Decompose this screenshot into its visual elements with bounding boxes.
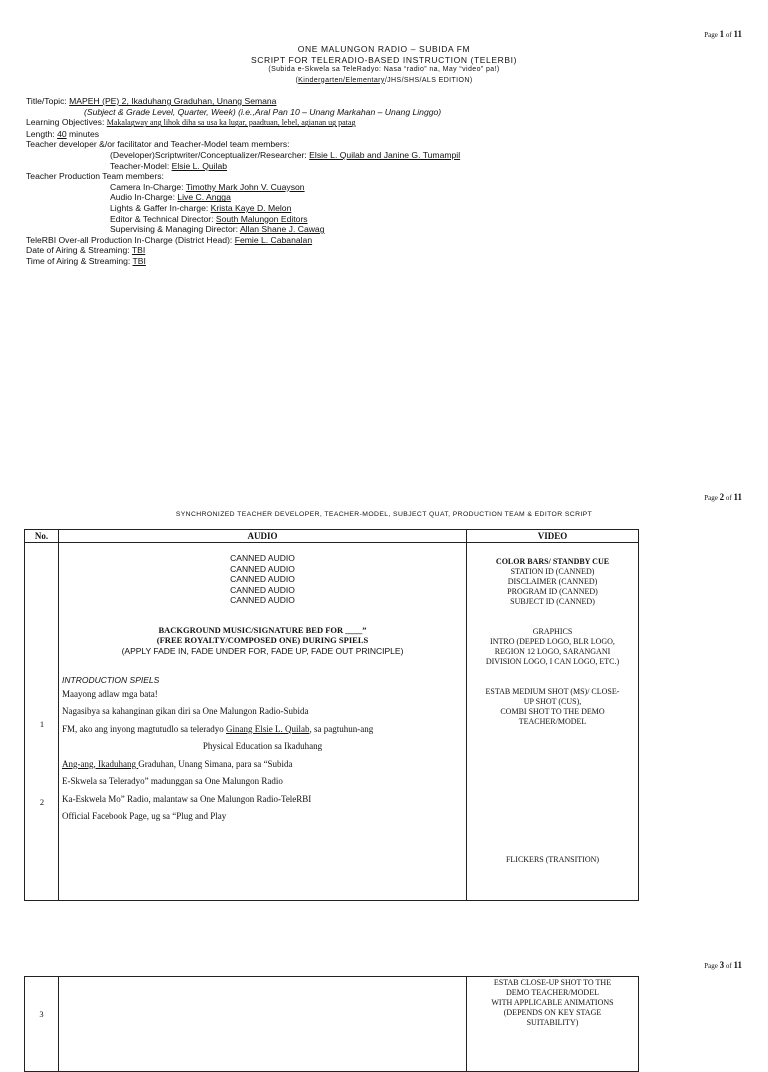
meta-team: Teacher developer &/or facilitator and Teacher-Model team members: bbox=[26, 139, 290, 150]
video-line: UP SHOT (CUS), bbox=[523, 697, 582, 706]
meta-developer-label: (Developer)Scriptwriter/Conceptualizer/Researcher: bbox=[110, 149, 310, 160]
list-item: CANNED AUDIO bbox=[230, 584, 295, 595]
spiel-line: Official Facebook Page, ug sa “Plug and Play bbox=[62, 811, 227, 821]
header-tagline: (Subida e-Skwela sa TeleRadyo: Nasa “radio” na, May “video” pa!) bbox=[268, 66, 500, 73]
video-line: ESTAB CLOSE-UP SHOT TO THE bbox=[493, 978, 612, 987]
audio-cell bbox=[59, 977, 467, 1072]
meta-model-label: Teacher-Model: bbox=[110, 160, 172, 171]
page-current: 1 bbox=[719, 29, 725, 39]
meta-developer bbox=[26, 150, 746, 161]
table-header-row bbox=[25, 530, 639, 543]
meta-title-label: Title/Topic: bbox=[26, 96, 70, 106]
video-line: INTRO (DEPED LOGO, BLR LOGO, bbox=[490, 637, 615, 646]
col-header-audio: AUDIO bbox=[59, 530, 467, 543]
video-line: SUITABILITY) bbox=[526, 1018, 579, 1027]
row-number-1: 1 bbox=[39, 719, 45, 729]
canned-audio-list bbox=[62, 553, 463, 606]
header-station: ONE MALUNGON RADIO – SUBIDA FM bbox=[297, 44, 471, 54]
page-total: 11 bbox=[733, 492, 742, 502]
meta-lights-label: Lights & Gaffer In-charge: bbox=[110, 202, 211, 213]
video-line: DIVISION LOGO, I CAN LOGO, ETC.) bbox=[485, 657, 620, 666]
bgm-line-2: (FREE ROYALTY/COMPOSED ONE) DURING SPIELS bbox=[156, 635, 369, 645]
script-metadata bbox=[26, 96, 746, 267]
meta-developer-value: Elsie L. Quilab and Janine G. Tumampil bbox=[309, 149, 461, 160]
meta-editor-value: South Malungon Editors bbox=[215, 213, 308, 224]
list-item: CANNED AUDIO bbox=[230, 574, 295, 584]
meta-title bbox=[26, 96, 746, 107]
intro-spiels bbox=[62, 686, 463, 826]
spiel-line: Ka-Eskwela Mo” Radio, malantaw sa One Malungon Radio-TeleRBI bbox=[62, 793, 312, 804]
page-number bbox=[704, 960, 742, 970]
teacher-name: Ginang Elsie L. Quilab bbox=[225, 723, 310, 734]
meta-date bbox=[26, 245, 746, 256]
meta-camera bbox=[26, 182, 746, 193]
list-item: CANNED AUDIO bbox=[230, 595, 295, 605]
col-header-video: VIDEO bbox=[467, 530, 639, 543]
meta-production: Teacher Production Team members: bbox=[26, 171, 164, 182]
meta-camera-label: Camera In-Charge: bbox=[110, 181, 186, 192]
video-line: TEACHER/MODEL bbox=[518, 717, 587, 726]
page-label: Page bbox=[704, 31, 718, 39]
meta-audio-value: Live C. Angga bbox=[177, 192, 231, 203]
script-header bbox=[0, 44, 768, 86]
page-label: Page bbox=[704, 962, 718, 970]
meta-objectives-label: Learning Objectives: bbox=[26, 117, 107, 128]
table-row bbox=[25, 543, 639, 901]
flickers-transition: FLICKERS (TRANSITION) bbox=[505, 855, 600, 864]
row-number-3: 3 bbox=[25, 977, 59, 1072]
spiel-line: Nagasibya sa kahanginan gikan diri sa One Malungon Radio-Subida bbox=[62, 706, 309, 716]
meta-length-value: 40 bbox=[57, 128, 67, 139]
meta-subject-note: (Subject & Grade Level, Quarter, Week) (i.e.,Aral Pan 10 – Unang Markahan – Unang Linggo) bbox=[84, 106, 442, 117]
meta-editor-label: Editor & Technical Director: bbox=[110, 213, 216, 224]
header-edition bbox=[0, 76, 768, 87]
meta-date-label: Date of Airing & Streaming: bbox=[26, 245, 132, 256]
video-line: GRAPHICS bbox=[532, 627, 573, 636]
page-of: of bbox=[725, 962, 732, 970]
meta-overall-value: Femie L. Cabanalan bbox=[234, 234, 313, 245]
video-line: WITH APPLICABLE ANIMATIONS bbox=[491, 998, 614, 1007]
meta-overall-label: TeleRBI Over-all Production In-Charge (District Head): bbox=[26, 234, 235, 245]
spiel-line: E-Skwela sa Teleradyo” madunggan sa One Malungon Radio bbox=[62, 776, 283, 786]
meta-audio-label: Audio In-Charge: bbox=[110, 192, 178, 203]
meta-lights bbox=[26, 203, 746, 214]
meta-supervising-label: Supervising & Managing Director: bbox=[110, 224, 240, 235]
video-line: (DEPENDS ON KEY STAGE bbox=[503, 1008, 602, 1017]
video-cell bbox=[467, 977, 639, 1072]
intro-label: INTRODUCTION SPIELS bbox=[62, 675, 160, 685]
meta-model-value: Elsie L. Quilab bbox=[171, 160, 228, 171]
meta-title-value: MAPEH (PE) 2, Ikaduhang Graduhan, Unang Semana bbox=[69, 96, 277, 106]
row-number-cell bbox=[25, 543, 59, 901]
video-line: PROGRAM ID (CANNED) bbox=[507, 587, 598, 596]
bgm-line-3: (APPLY FADE IN, FADE UNDER FOR, FADE UP, FADE OUT PRINCIPLE) bbox=[121, 645, 404, 656]
spiel-line bbox=[62, 756, 463, 774]
meta-time-value: TBI bbox=[132, 255, 146, 266]
page-number bbox=[704, 492, 742, 502]
meta-editor bbox=[26, 214, 746, 225]
page-of: of bbox=[725, 494, 732, 502]
graphics-block bbox=[470, 627, 635, 667]
page-number bbox=[704, 29, 742, 39]
spiel-part: FM, ako ang inyong magtutudlo sa teleradyo bbox=[62, 723, 226, 734]
meta-audio bbox=[26, 192, 746, 203]
meta-lights-value: Krista Kaye D. Melon bbox=[210, 202, 292, 213]
video-line: DEMO TEACHER/MODEL bbox=[506, 988, 599, 997]
video-line: COMBI SHOT TO THE DEMO bbox=[500, 707, 605, 716]
bgm-block bbox=[62, 625, 463, 657]
spiel-line: Physical Education sa Ikaduhang bbox=[202, 741, 323, 751]
page-of: of bbox=[725, 31, 732, 39]
video-line: DISCLAIMER (CANNED) bbox=[507, 577, 598, 586]
video-line: ESTAB MEDIUM SHOT (MS)/ CLOSE- bbox=[485, 687, 620, 696]
meta-date-value: TBI bbox=[131, 245, 146, 256]
audio-cell bbox=[59, 543, 467, 901]
meta-supervising-value: Allan Shane J. Cawag bbox=[239, 224, 325, 235]
meta-time bbox=[26, 256, 746, 267]
meta-model bbox=[26, 161, 746, 172]
meta-objectives-value: Makalagway ang lihok diha sa usa ka lugar, paadtuan, lebel, agianan ug patag bbox=[106, 118, 356, 128]
row-number-2: 2 bbox=[39, 797, 45, 807]
spiel-part: Graduhan, Unang Simana, para sa “Subida bbox=[138, 758, 293, 769]
col-header-no: No. bbox=[25, 530, 59, 543]
video-line: SUBJECT ID (CANNED) bbox=[510, 597, 595, 606]
estab-block bbox=[470, 687, 635, 727]
page-total: 11 bbox=[733, 960, 742, 970]
video-cell bbox=[467, 543, 639, 901]
meta-time-label: Time of Airing & Streaming: bbox=[26, 255, 133, 266]
table-row bbox=[25, 977, 639, 1072]
spiel-part: , sa pagtuhun-ang bbox=[309, 723, 374, 734]
list-item: CANNED AUDIO bbox=[230, 553, 295, 563]
bgm-line-1: BACKGROUND MUSIC/SIGNATURE BED FOR ____” bbox=[158, 624, 367, 635]
edition-rest: /JHS/SHS/ALS EDITION) bbox=[384, 76, 473, 84]
list-item: CANNED AUDIO bbox=[230, 563, 295, 574]
spiel-part: Ang-ang, Ikaduhang bbox=[62, 758, 139, 769]
script-table-continued bbox=[24, 976, 639, 1072]
meta-length-label: Length: bbox=[26, 128, 58, 139]
spiel-line bbox=[62, 721, 463, 739]
script-table bbox=[24, 529, 639, 901]
meta-supervising bbox=[26, 224, 746, 235]
meta-length-unit: minutes bbox=[66, 128, 100, 139]
header-script-title: SCRIPT FOR TELERADIO-BASED INSTRUCTION (TELERBI) bbox=[250, 54, 518, 65]
page-current: 3 bbox=[719, 960, 725, 970]
edition-open: ( bbox=[295, 76, 299, 84]
meta-length bbox=[26, 129, 746, 140]
video-standby-cue: COLOR BARS/ STANDBY CUE bbox=[495, 557, 610, 566]
meta-overall bbox=[26, 235, 746, 246]
video-line: STATION ID (CANNED) bbox=[510, 567, 595, 576]
page-current: 2 bbox=[719, 492, 725, 502]
meta-objectives bbox=[26, 117, 746, 129]
edition-level: Kindergarten/Elementary bbox=[298, 76, 385, 84]
meta-camera-value: Timothy Mark John V. Cuayson bbox=[185, 181, 305, 192]
video-line: REGION 12 LOGO, SARANGANI bbox=[494, 647, 611, 656]
page-total: 11 bbox=[733, 29, 742, 39]
page-label: Page bbox=[704, 494, 718, 502]
spiel-line: Maayong adlaw mga bata! bbox=[62, 688, 158, 699]
sync-script-title: SYNCHRONIZED TEACHER DEVELOPER, TEACHER-MODEL, SUBJECT QUAT, PRODUCTION TEAM & EDITOR SCRIPT bbox=[175, 511, 593, 518]
